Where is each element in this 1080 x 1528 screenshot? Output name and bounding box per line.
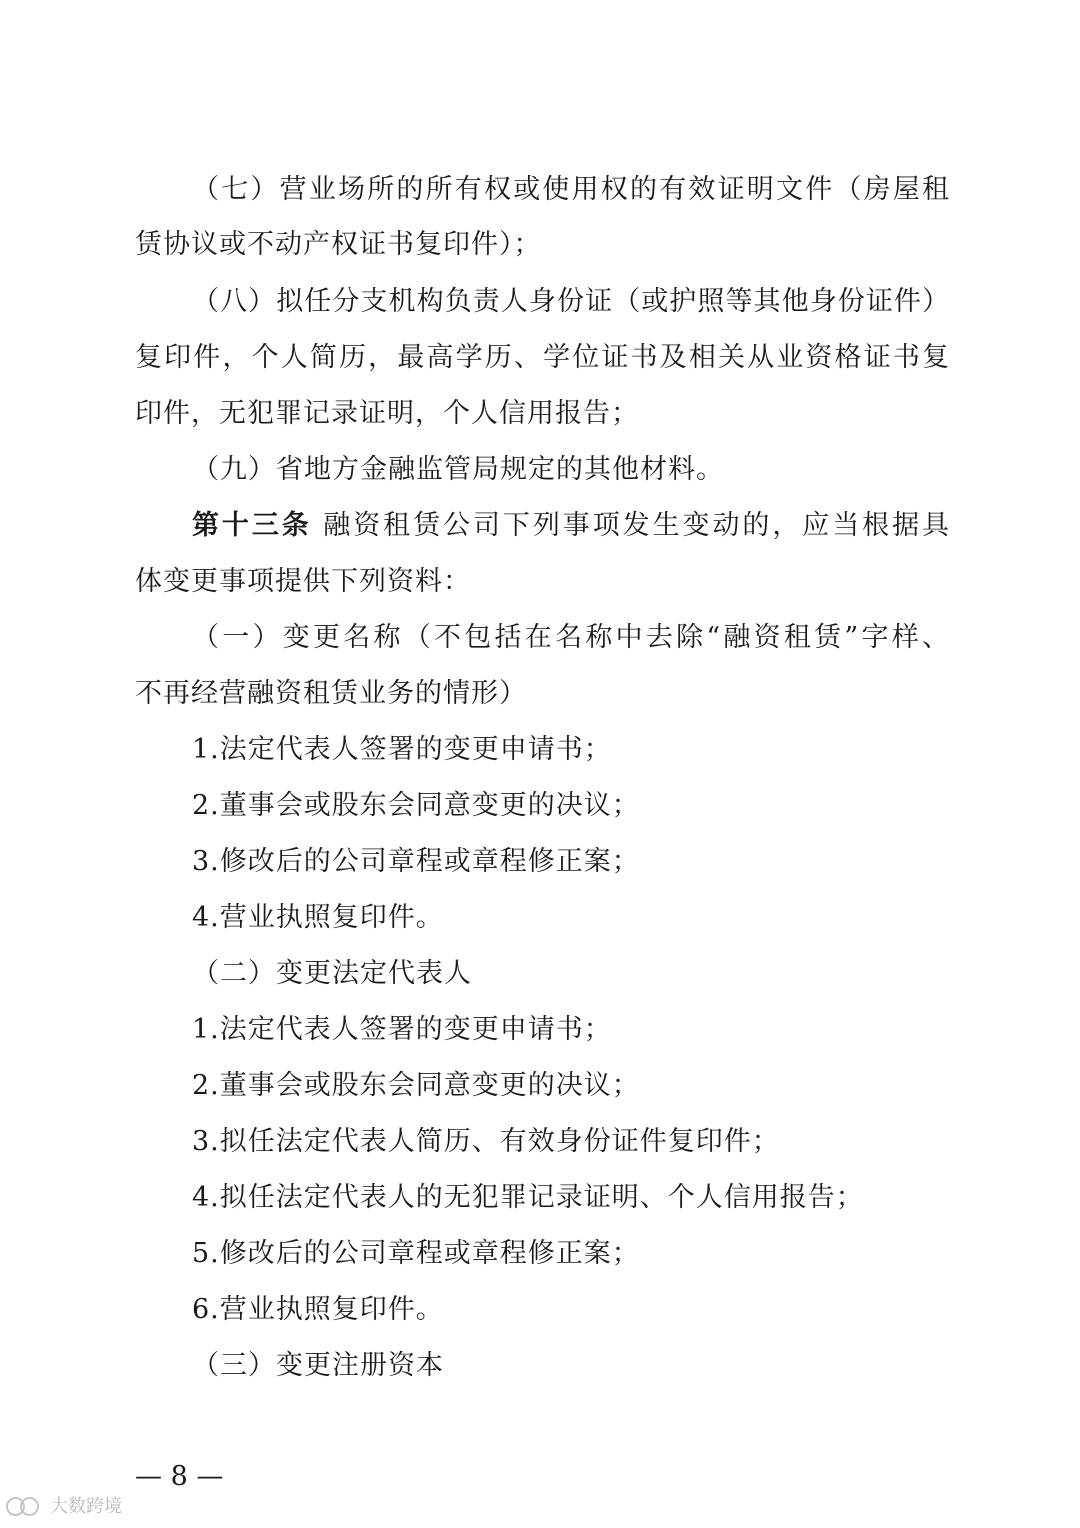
page-number: — 8 — bbox=[135, 1461, 224, 1492]
paragraph-line: （八）拟任分支机构负责人身份证（或护照等其他身份证件） bbox=[192, 286, 950, 317]
list-item: 1.法定代表人签署的变更申请书； bbox=[192, 734, 612, 765]
paragraph-line: 赁协议或不动产权证书复印件）； bbox=[135, 229, 542, 260]
section-heading: （二）变更法定代表人 bbox=[192, 958, 472, 989]
paragraph-line: 不再经营融资租赁业务的情形） bbox=[135, 678, 527, 709]
list-item: 3.拟任法定代表人简历、有效身份证件复印件； bbox=[192, 1126, 780, 1157]
section-heading: （三）变更注册资本 bbox=[192, 1350, 444, 1381]
list-item: 4.拟任法定代表人的无犯罪记录证明、个人信用报告； bbox=[192, 1182, 864, 1213]
list-item: 4.营业执照复印件。 bbox=[192, 902, 444, 933]
list-item: 5.修改后的公司章程或章程修正案； bbox=[192, 1238, 640, 1269]
watermark-text: 大数跨境 bbox=[50, 1496, 122, 1517]
list-item: 2.董事会或股东会同意变更的决议； bbox=[192, 790, 640, 821]
article-heading: 第十三条 bbox=[192, 510, 312, 541]
watermark bbox=[6, 1492, 122, 1518]
paragraph-line: （七）营业场所的所有权或使用权的有效证明文件（房屋租 bbox=[192, 174, 950, 205]
paragraph-line: （一）变更名称（不包括在名称中去除“融资租赁”字样、 bbox=[192, 622, 950, 653]
paragraph-line: 印件，无犯罪记录证明，个人信用报告； bbox=[135, 398, 639, 429]
paragraph-line: （九）省地方金融监管局规定的其他材料。 bbox=[192, 454, 724, 485]
list-item: 3.修改后的公司章程或章程修正案； bbox=[192, 846, 640, 877]
list-item: 2.董事会或股东会同意变更的决议； bbox=[192, 1070, 640, 1101]
watermark-logo-icon bbox=[6, 1495, 44, 1515]
article-text: 融资租赁公司下列事项发生变动的，应当根据具 bbox=[323, 510, 951, 541]
list-item: 1.法定代表人签署的变更申请书； bbox=[192, 1014, 612, 1045]
paragraph-line: 复印件，个人简历，最高学历、学位证书及相关从业资格证书复 bbox=[135, 342, 950, 373]
paragraph-line: 体变更事项提供下列资料： bbox=[135, 566, 471, 597]
list-item: 6.营业执照复印件。 bbox=[192, 1294, 444, 1325]
article-line bbox=[192, 506, 950, 546]
